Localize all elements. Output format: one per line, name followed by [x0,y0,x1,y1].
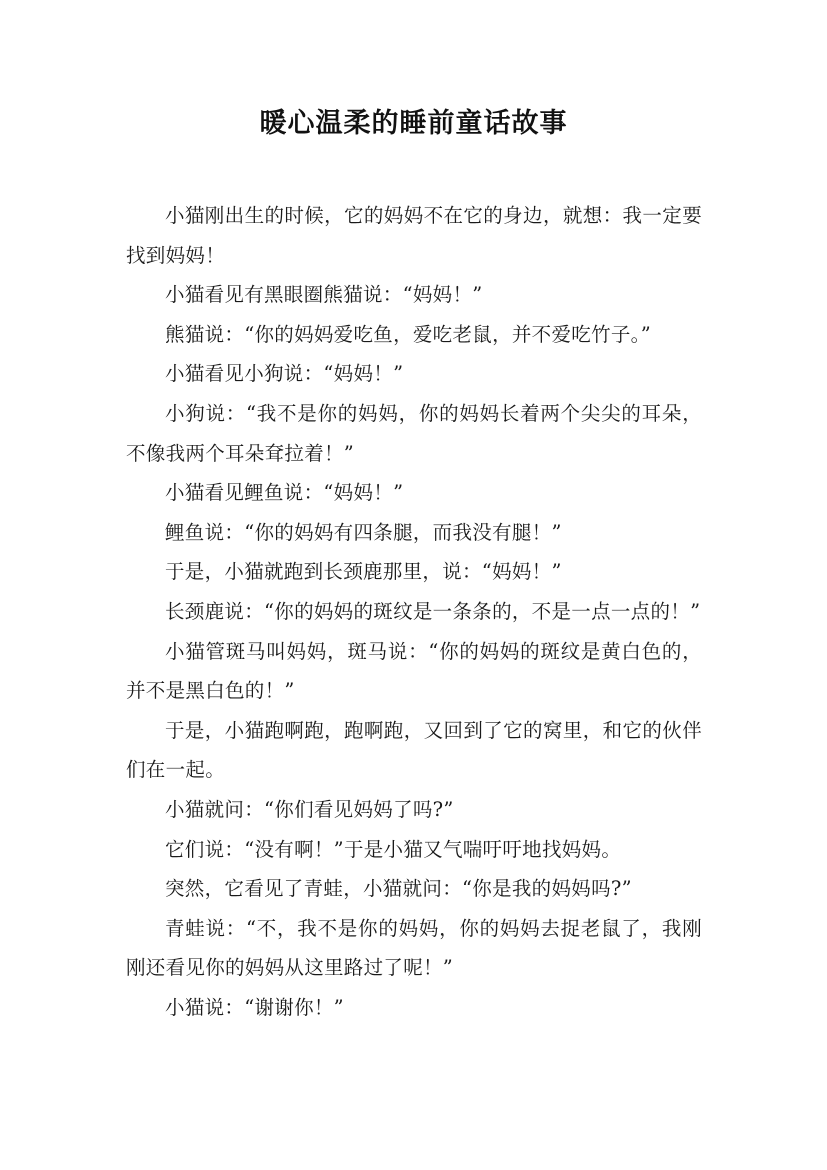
paragraph: 它们说：“没有啊！”于是小猫又气喘吁吁地找妈妈。 [165,837,622,861]
paragraph: 青蛙说：“不，我不是你的妈妈，你的妈妈去捉老鼠了，我刚刚还看见你的妈妈从这里路过了呢！” [126,916,702,980]
story-body [126,196,702,1027]
paragraph: 小猫看见鲤鱼说：“妈妈！” [165,481,404,505]
paragraph: 小猫就问：“你们看见妈妈了吗?” [165,797,454,821]
paragraph: 小猫看见小狗说：“妈妈！” [165,362,404,386]
paragraph: 小猫说：“谢谢你！” [165,995,344,1019]
page-title: 暖心温柔的睡前童话故事 [259,108,568,139]
paragraph: 熊猫说：“你的妈妈爱吃鱼，爱吃老鼠，并不爱吃竹子。” [165,322,651,346]
paragraph: 小猫管斑马叫妈妈，斑马说：“你的妈妈的斑纹是黄白色的，并不是黑白色的！” [126,639,702,703]
paragraph: 突然，它看见了青蛙，小猫就问：“你是我的妈妈吗?” [165,877,632,901]
paragraph: 于是，小猫就跑到长颈鹿那里，说：“妈妈！” [165,560,562,584]
paragraph: 小猫刚出生的时候，它的妈妈不在它的身边，就想：我一定要找到妈妈！ [126,204,702,267]
paragraph: 小狗说：“我不是你的妈妈，你的妈妈长着两个尖尖的耳朵，不像我两个耳朵耷拉着！” [126,401,702,465]
paragraph: 于是，小猫跑啊跑，跑啊跑，又回到了它的窝里，和它的伙伴们在一起。 [126,718,702,782]
paragraph: 鲤鱼说：“你的妈妈有四条腿，而我没有腿！” [165,520,562,544]
paragraph: 长颈鹿说：“你的妈妈的斑纹是一条条的，不是一点一点的！” [165,599,701,623]
paragraph: 小猫看见有黑眼圈熊猫说：“妈妈！” [165,283,483,307]
